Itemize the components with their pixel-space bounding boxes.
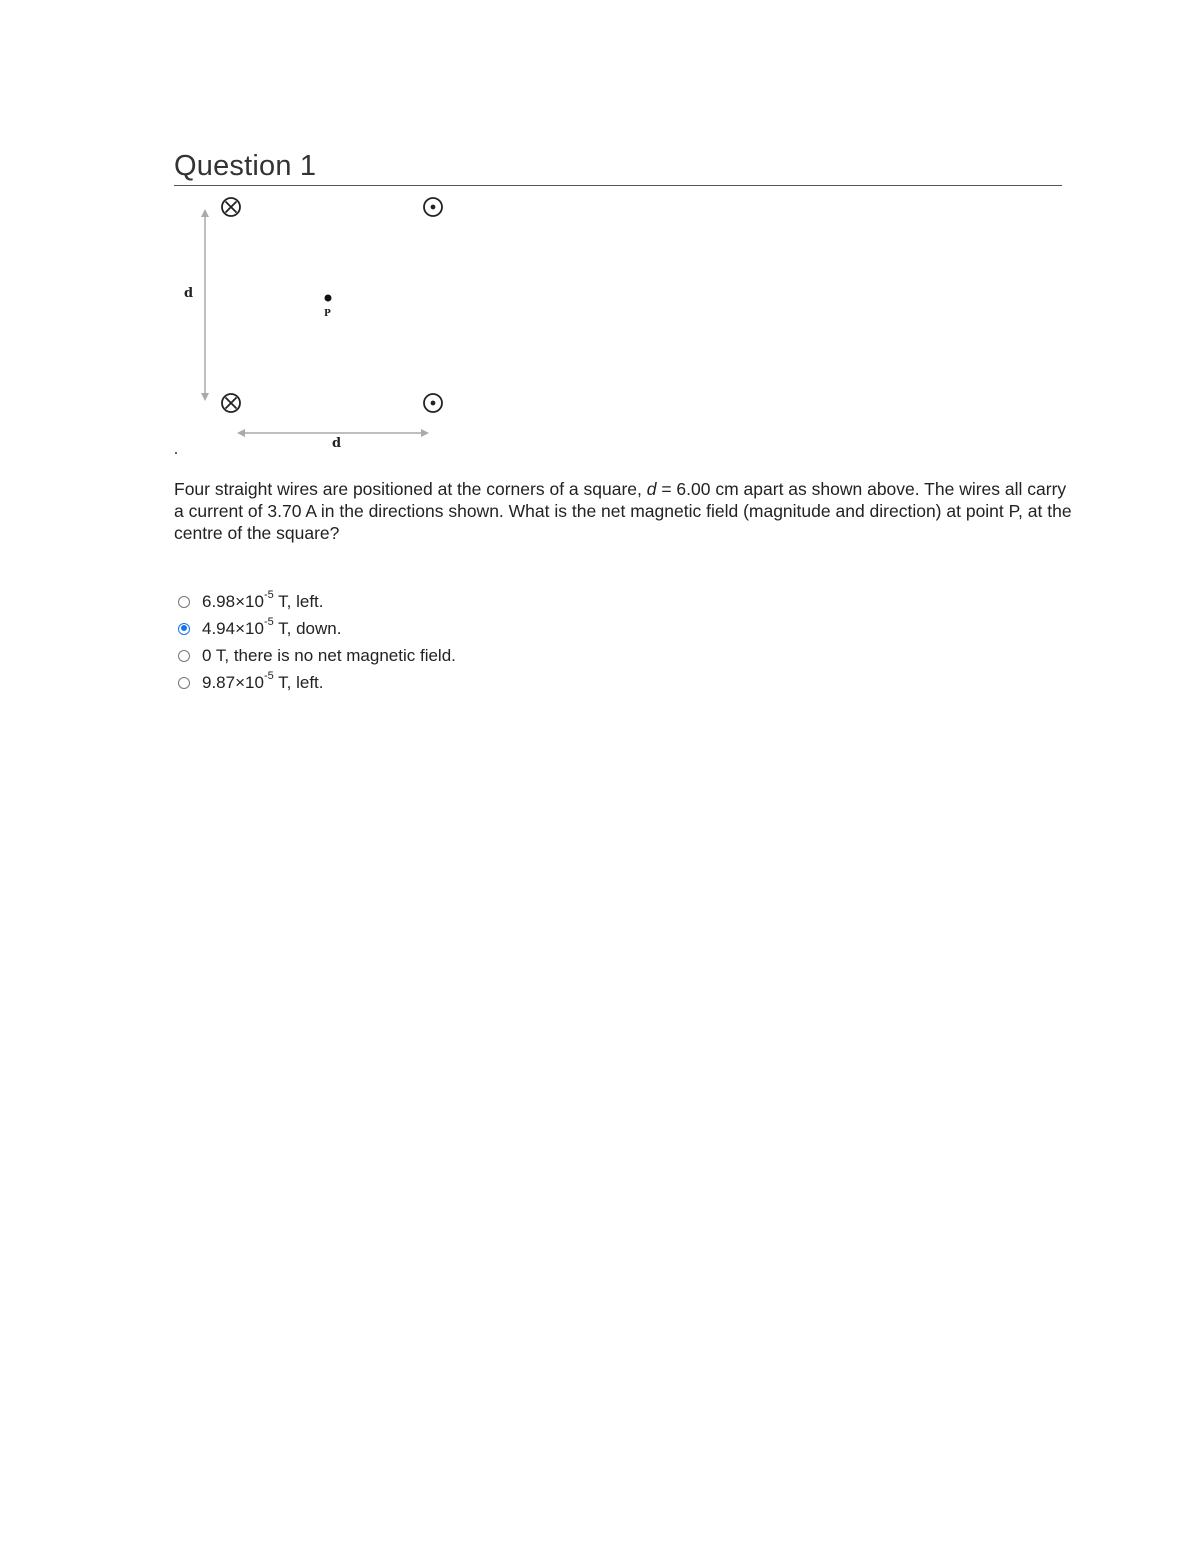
vertical-dimension-arrow [201,209,209,401]
radio-button[interactable] [178,650,190,662]
answer-rest: T, left. [273,672,324,692]
answer-label [202,588,324,612]
wire-diagram [160,190,460,465]
answer-exponent: -5 [263,615,274,628]
into-page-icon [222,198,240,216]
answer-option[interactable] [178,615,456,642]
stray-dot [175,452,177,454]
answer-mantissa: 0 T, there is no net magnetic field. [202,645,456,665]
horizontal-d-label: d [332,436,342,451]
answer-mantissa: 9.87×10 [202,672,264,692]
answer-label [202,615,342,639]
title-divider [174,185,1062,186]
answer-option[interactable] [178,588,456,615]
question-text-part2: = 6.00 cm apart as shown above. The wires all carry a current of 3.70 A in the directions shown. What is the net magnetic field (magnitude and direction) at point P, at the centre of the square? [174,479,1072,543]
answer-label [202,646,456,666]
question-text-part1: Four straight wires are positioned at the corners of a square, [174,479,647,499]
radio-button[interactable] [178,596,190,608]
question-text [174,478,1074,544]
answer-list [178,588,456,696]
radio-button[interactable] [178,623,190,635]
vertical-d-label: d [184,286,194,301]
question-text-variable: d [646,479,657,499]
answer-rest: T, left. [273,591,324,611]
out-of-page-icon [424,198,442,216]
answer-rest: T, down. [273,618,342,638]
answer-mantissa: 4.94×10 [202,618,264,638]
answer-exponent: -5 [263,588,274,601]
into-page-icon [222,394,240,412]
question-title: Question 1 [174,150,317,182]
out-of-page-icon [424,394,442,412]
answer-option[interactable] [178,642,456,669]
answer-exponent: -5 [263,669,274,682]
point-p-marker [325,295,332,302]
point-p-label: P [324,309,331,319]
radio-button[interactable] [178,677,190,689]
answer-mantissa: 6.98×10 [202,591,264,611]
answer-label [202,669,324,693]
answer-option[interactable] [178,669,456,696]
